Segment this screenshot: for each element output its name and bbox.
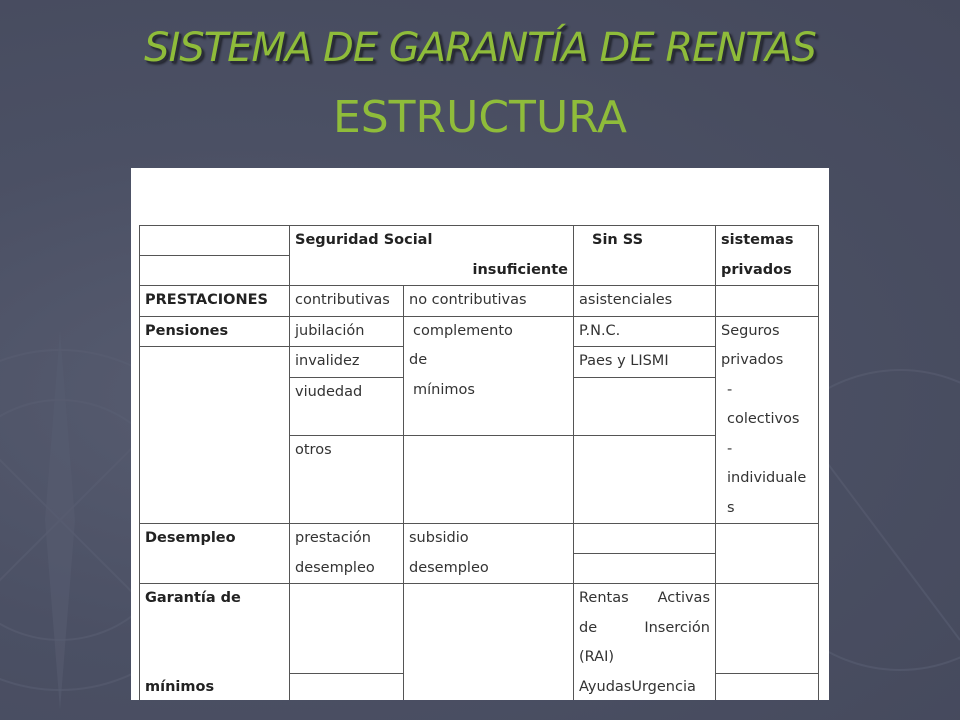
- rai-line3: (RAI): [579, 649, 614, 665]
- cell-prestacion-desempleo: [290, 524, 404, 584]
- empty-cell: [404, 435, 574, 523]
- cell-subsidio-desempleo: [404, 524, 574, 584]
- slide-subtitle: ESTRUCTURA: [332, 92, 628, 143]
- subsidio-line1: subsidio: [409, 530, 469, 546]
- header-seguridad-social: [290, 226, 574, 286]
- prestacion-line2: desempleo: [295, 559, 375, 576]
- seguros-line1: Seguros: [721, 322, 780, 339]
- header-sin-ss: Sin SS: [574, 226, 716, 286]
- seguros-line6: individuale: [727, 470, 807, 486]
- empty-cell: [716, 584, 819, 674]
- empty-cell: [140, 256, 290, 286]
- subsidio-line2: desempleo: [409, 559, 489, 576]
- table-panel: [131, 168, 829, 700]
- seguros-line5: -: [727, 440, 733, 457]
- cell-contributivas: contributivas: [290, 286, 404, 317]
- garantia-line2: mínimos: [145, 678, 215, 695]
- cell-viudedad: viudedad: [290, 377, 404, 435]
- cell-complemento-minimos: [404, 316, 574, 435]
- seguros-line3: -: [727, 381, 733, 398]
- empty-cell: [716, 674, 819, 701]
- empty-cell: [404, 584, 574, 701]
- complemento-line2: de: [409, 352, 428, 368]
- empty-cell: [716, 524, 819, 584]
- seguros-line4: colectivos: [727, 411, 800, 427]
- rai-line4: AyudasUrgencia: [579, 678, 696, 695]
- cell-otros: otros: [290, 435, 404, 523]
- empty-cell: [716, 286, 819, 317]
- row-label-desempleo: Desempleo: [140, 524, 290, 584]
- header-sistemas-privados: [716, 226, 819, 286]
- header-ss-line1: Seguridad Social: [295, 232, 433, 248]
- empty-cell: [290, 584, 404, 674]
- header-priv-line2: privados: [721, 261, 792, 278]
- row-label-prestaciones: PRESTACIONES: [140, 286, 290, 317]
- garantia-rentas-table: [139, 225, 819, 700]
- empty-cell: [140, 347, 290, 524]
- complemento-line3: mínimos: [413, 381, 475, 398]
- prestacion-line1: prestación: [295, 530, 371, 546]
- cell-paes-lismi: Paes y LISMI: [574, 347, 716, 378]
- rai-line1: Rentas Activas: [579, 590, 710, 606]
- row-label-garantia-minimos: [140, 584, 290, 701]
- cell-no-contributivas: no contributivas: [404, 286, 574, 317]
- empty-cell: [574, 554, 716, 584]
- cell-seguros-privados: [716, 316, 819, 524]
- seguros-line7: s: [727, 499, 735, 516]
- slide-title: SISTEMA DE GARANTÍA DE RENTAS: [144, 25, 816, 71]
- cell-invalidez: invalidez: [290, 347, 404, 378]
- rai-line2: de Inserción: [579, 619, 710, 636]
- row-label-pensiones: Pensiones: [140, 316, 290, 347]
- cell-pnc: P.N.C.: [574, 316, 716, 347]
- empty-cell: [290, 674, 404, 701]
- complemento-line1: complemento: [413, 322, 513, 339]
- header-priv-line1: sistemas: [721, 232, 794, 248]
- cell-rentas-activas-insercion: [574, 584, 716, 701]
- cell-jubilacion: jubilación: [290, 316, 404, 347]
- cell-asistenciales: asistenciales: [574, 286, 716, 317]
- empty-cell: [574, 377, 716, 435]
- empty-cell: [574, 435, 716, 523]
- header-ss-line2: insuficiente: [472, 261, 568, 278]
- empty-cell: [140, 226, 290, 256]
- empty-cell: [574, 524, 716, 554]
- garantia-line1: Garantía de: [145, 590, 241, 606]
- seguros-line2: privados: [721, 352, 784, 368]
